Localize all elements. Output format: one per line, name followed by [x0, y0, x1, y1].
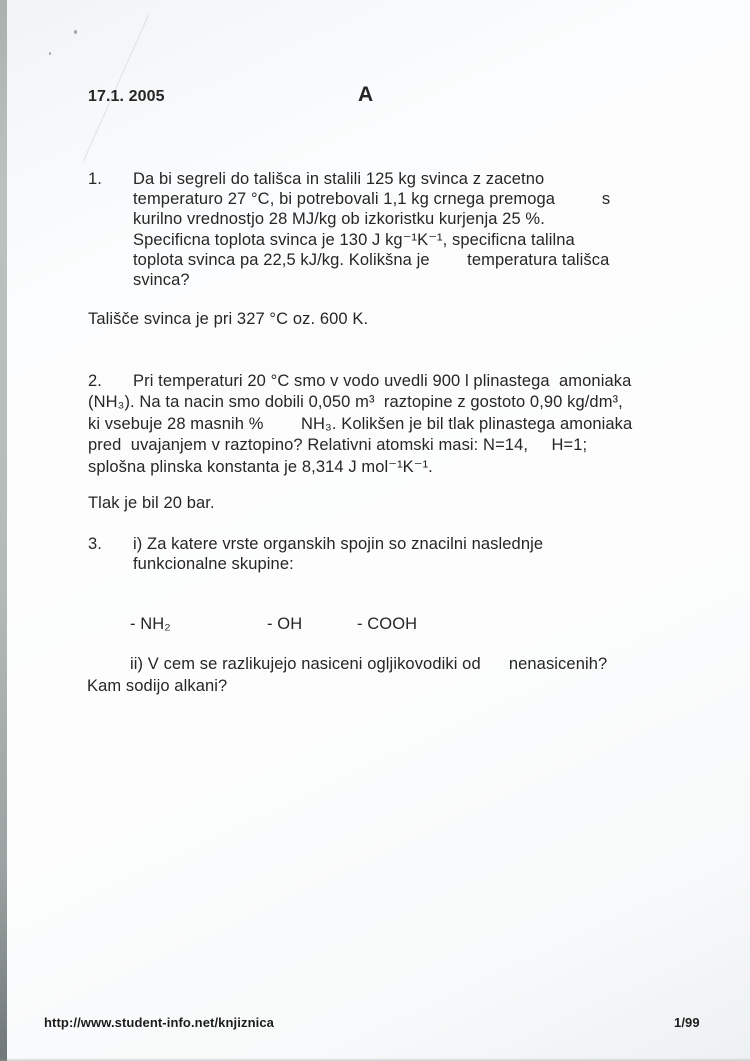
question-3-part2-line: ii) V cem se razlikujejo nasiceni ogljikovodiki od nenasicenih?	[130, 655, 608, 673]
exam-date: 17.1. 2005	[88, 88, 165, 105]
question-3-part1-line: i) Za katere vrste organskih spojin so znacilni naslednje	[133, 535, 544, 553]
question-1-line: temperaturo 27 °C, bi potrebovali 1,1 kg crnega premoga s	[133, 190, 611, 208]
dust-speck	[74, 30, 77, 34]
footer-source-url: http://www.student-info.net/knjiznica	[44, 1015, 274, 1030]
question-1-line: Specificna toplota svinca je 130 J kg⁻¹K⁻¹, specificna talilna	[133, 231, 575, 249]
question-1-line: Da bi segreli do tališca in stalili 125 kg svinca z zacetno	[133, 170, 545, 188]
question-3-number: 3.	[88, 535, 102, 553]
dust-speck	[49, 52, 51, 55]
functional-group-nh2: - NH₂	[130, 615, 171, 633]
question-3-part2-line: Kam sodijo alkani?	[87, 677, 228, 695]
scanner-edge-strip	[0, 0, 7, 1061]
exam-variant-label: A	[358, 83, 374, 106]
question-1-line: toplota svinca pa 22,5 kJ/kg. Kolikšna je temperatura tališca	[133, 251, 610, 269]
footer-page-indicator: 1/99	[674, 1015, 700, 1030]
question-3-part1-line: funkcionalne skupine:	[133, 555, 294, 573]
question-1-line: kurilno vrednostjo 28 MJ/kg ob izkoristku kurjenja 25 %.	[133, 210, 545, 228]
question-2-line: ki vsebuje 28 masnih % NH₃. Kolikšen je bil tlak plinastega amoniaka	[88, 415, 633, 433]
question-2-line: splošna plinska konstanta je 8,314 J mol⁻¹K⁻¹.	[88, 458, 433, 476]
functional-group-oh: - OH	[267, 615, 303, 633]
question-2-number: 2.	[88, 372, 102, 390]
question-2-answer: Tlak je bil 20 bar.	[88, 494, 215, 512]
functional-group-cooh: - COOH	[357, 615, 418, 633]
question-2-line: (NH₃). Na ta nacin smo dobili 0,050 m³ raztopine z gostoto 0,90 kg/dm³,	[88, 393, 623, 411]
question-2-line: pred uvajanjem v raztopino? Relativni atomski masi: N=14, H=1;	[88, 436, 588, 454]
question-2-line: Pri temperaturi 20 °C smo v vodo uvedli 900 l plinastega amoniaka	[133, 372, 632, 390]
question-1-line: svinca?	[133, 271, 190, 289]
question-1-number: 1.	[88, 170, 102, 188]
question-1-answer: Tališče svinca je pri 327 °C oz. 600 K.	[88, 310, 369, 328]
